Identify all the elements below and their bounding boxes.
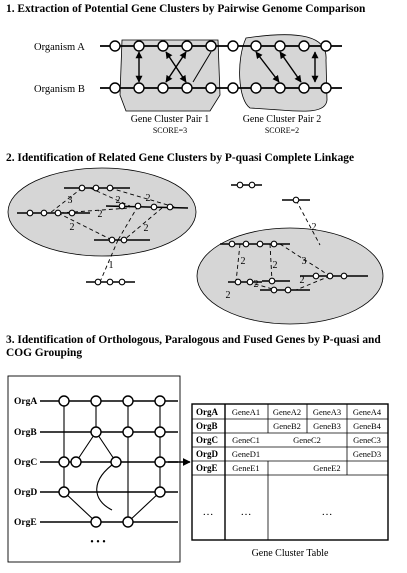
- gene-node: [158, 83, 168, 93]
- gene-node: [275, 41, 285, 51]
- table-cell: GeneA2: [272, 407, 302, 417]
- table-cell: GeneC3: [353, 435, 381, 445]
- gene-node: [299, 83, 309, 93]
- table-cell: GeneA1: [231, 407, 261, 417]
- table-ellipsis: …: [202, 506, 214, 518]
- graph-ellipsis: • • •: [90, 537, 106, 548]
- link-score: 3: [67, 195, 73, 206]
- pair-1-score: SCORE=3: [152, 126, 188, 135]
- link-score: 2: [115, 195, 121, 206]
- gene-node: [134, 83, 144, 93]
- gene-node: [299, 41, 309, 51]
- gene-node: [134, 41, 144, 51]
- panel-3-cog-graph: [8, 376, 190, 562]
- link-score: 2: [145, 193, 151, 204]
- table-cell: GeneD1: [231, 449, 261, 459]
- table-cell: GeneB4: [353, 421, 381, 431]
- table-cell: GeneB2: [273, 421, 301, 431]
- table-org: OrgE: [196, 463, 218, 473]
- table-cell: GeneB3: [313, 421, 341, 431]
- table-cell: GeneE2: [313, 463, 341, 473]
- org-label: OrgE: [14, 518, 37, 528]
- pair-2-label: Gene Cluster Pair 2: [242, 114, 322, 125]
- link-score: 1: [108, 260, 114, 271]
- gene-node: [251, 41, 261, 51]
- table-cell: GeneE1: [232, 463, 260, 473]
- gene-node: [228, 41, 238, 51]
- org-label: OrgB: [14, 428, 37, 438]
- gene-node: [182, 41, 192, 51]
- link-score: 2: [143, 223, 149, 234]
- org-label: OrgD: [14, 488, 38, 498]
- section-2-title: 2. Identification of Related Gene Clusters by P-quasi Complete Linkage: [6, 152, 355, 164]
- link-score: 2: [97, 209, 103, 220]
- link-score: 2: [311, 222, 317, 233]
- panel-2-complete-linkage: [8, 168, 383, 324]
- gene-node: [110, 41, 120, 51]
- table-cell: GeneD3: [352, 449, 382, 459]
- link-score: 3: [301, 256, 307, 267]
- table-org: OrgA: [196, 407, 218, 417]
- gene-node: [110, 83, 120, 93]
- table-cell: GeneC2: [293, 435, 321, 445]
- link-score: 2: [272, 260, 278, 271]
- link-score: 2: [299, 275, 305, 286]
- table-ellipsis: …: [321, 506, 333, 518]
- section-1-title: 1. Extraction of Potential Gene Clusters by Pairwise Genome Comparison: [6, 3, 366, 15]
- link-score: 2: [240, 256, 246, 267]
- gene-cluster-table: [192, 404, 388, 559]
- table-org: OrgB: [196, 421, 218, 431]
- gene-node: [321, 83, 331, 93]
- table-org: OrgD: [196, 449, 218, 459]
- org-label: OrgA: [14, 397, 38, 407]
- gene-node: [158, 41, 168, 51]
- table-cell: GeneA4: [352, 407, 382, 417]
- gene-node: [275, 83, 285, 93]
- link-score: 2: [69, 222, 75, 233]
- table-org: OrgC: [196, 435, 218, 445]
- gene-node: [206, 41, 216, 51]
- table-cell: GeneC1: [232, 435, 260, 445]
- link-score: 2: [225, 290, 231, 301]
- gene-node: [206, 83, 216, 93]
- table-ellipsis: …: [240, 506, 252, 518]
- gene-node: [321, 41, 331, 51]
- pair-1-label: Gene Cluster Pair 1: [130, 114, 210, 125]
- gene-node: [228, 83, 238, 93]
- section-3-title: 3. Identification of Orthologous, Paralogous and Fused Genes by P-quasi and COG Grouping: [6, 334, 381, 359]
- gene-node: [251, 83, 261, 93]
- org-label: OrgC: [14, 458, 38, 468]
- table-cell: GeneA3: [312, 407, 342, 417]
- link-score: 2: [253, 279, 259, 290]
- panel-1-pairwise-comparison: [34, 35, 342, 135]
- gene-node: [182, 83, 192, 93]
- table-caption: Gene Cluster Table: [251, 548, 329, 559]
- pair-2-score: SCORE=2: [264, 126, 300, 135]
- organism-a-label: Organism A: [34, 42, 85, 53]
- organism-b-label: Organism B: [34, 84, 85, 95]
